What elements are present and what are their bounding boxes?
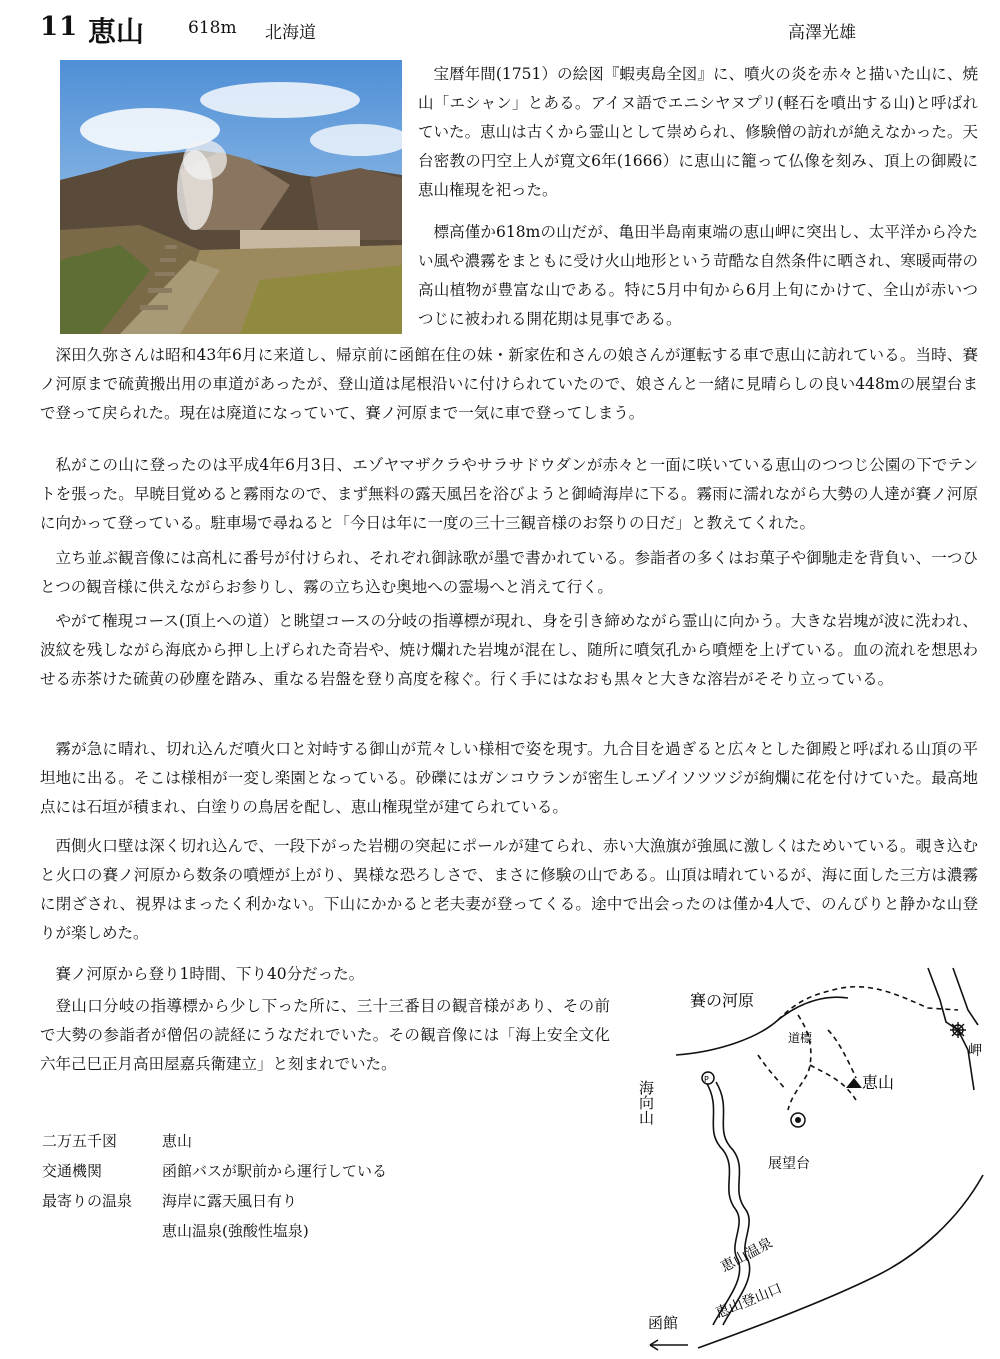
info-value: 函館バスが駅前から運行している xyxy=(162,1162,388,1180)
paragraph-route: やがて権現コース(頂上への道）と眺望コースの分岐の指導標が現れ、身を引き締めながら霊山に向かう。大きな岩塊が波に洗われ、波紋を残しながら海底から押し上げられた奇岩や、焼け爛れた岩塊が混在し、随所に噴気孔から噴煙を上げている。血の流れを想思わせる赤茶けた硫黄の砂塵を踏み、重なる岩盤を登り高度を稼ぐ。行く手にはなおも黒々と大きな溶岩がそそり立っている。 xyxy=(40,612,978,688)
elevation: 618m xyxy=(188,18,237,38)
info-value: 恵山 xyxy=(162,1132,193,1150)
paragraph-time: 賽ノ河原から登り1時間、下り40分だった。 xyxy=(55,965,365,983)
info-table xyxy=(42,1126,387,1246)
onsen-label: 恵山温泉 xyxy=(718,1235,776,1276)
paragraph-summit: 霧が急に晴れ、切れ込んだ噴火口と対峙する御山が荒々しい様相で姿を現す。九合目を過ぎると広々とした御殿と呼ばれる山頂の平坦地に出る。そこは様相が一変し楽園となっている。砂礫にはガンコウランが密生しエゾイソツツジが絢爛に花を付けていた。最高地点には石垣が積まれ、白塗りの鳥居を配し、恵山権現堂が建てられている。 xyxy=(40,740,978,816)
paragraph-33rd-kannon: 登山口分岐の指導標から少し下った所に、三十三番目の観音様があり、その前で大勢の参詣者が僧侶の読経にうなだれでいた。その観音像には「海上安全文化六年己巳正月高田屋嘉兵衛建立」と刻まれでいた。 xyxy=(40,997,610,1073)
region: 北海道 xyxy=(265,23,316,43)
paragraph-intro-1: 宝暦年間(1751）の絵図『蝦夷島全図』に、噴火の炎を赤々と描いた山に、焼山「エシャン」とある。アイヌ語でエニシヤヌプリ(軽石を噴出する山)と呼ばれていた。恵山は古くから霊山として崇められ、修験僧の訪れが絶えなかった。天台密教の円空上人が寛文6年(1666）に恵山に籠って仏像を刻み、頂上の御殿に恵山権現を祀った。 xyxy=(418,65,978,199)
parking-label: P xyxy=(704,1075,709,1084)
hakodate-label: 函館 xyxy=(648,1314,679,1332)
info-label: 交通機関 xyxy=(42,1162,103,1180)
observatory-label: 展望台 xyxy=(768,1156,810,1172)
info-row-transport xyxy=(42,1156,387,1186)
guidepost-label: 道標 xyxy=(788,1031,813,1045)
info-label: 最寄りの温泉 xyxy=(42,1192,133,1210)
info-value: 恵山温泉(強酸性塩泉) xyxy=(162,1222,309,1240)
info-row-map xyxy=(42,1126,387,1156)
info-row-onsen xyxy=(42,1186,387,1216)
author-name: 高澤光雄 xyxy=(788,23,856,43)
misaki-label: 岬 xyxy=(968,1043,982,1059)
page-header xyxy=(40,8,960,48)
mountain-photo xyxy=(60,60,402,334)
paragraph-fukada: 深田久弥さんは昭和43年6月に来道し、帰京前に函館在住の妹・新家佐和さんの娘さんが運転する車で恵山に訪れている。当時、賽ノ河原まで硫黄搬出用の車道があったが、登山道は尾根沿いに付けられていたので、娘さんと一緒に見晴らしの良い448mの展望台まで登って戻られた。現在は廃道になっていて、賽ノ河原まで一気に車で登ってしまう。 xyxy=(40,346,978,422)
chapter-number: 11 xyxy=(40,12,79,42)
peak-label: 恵山 xyxy=(862,1073,895,1092)
paragraph-intro-2: 標高僅か618mの山だが、亀田半島南東端の恵山岬に突出し、太平洋から冷たい風や濃霧をまともに受け火山地形という苛酷な自然条件に晒され、寒暖両帯の高山植物が豊富な山である。特に5月中旬から6月上旬にかけて、全山が赤いつつじに被われる開花期は見事である。 xyxy=(418,223,978,328)
paragraph-climb-date: 私がこの山に登ったのは平成4年6月3日、エゾヤマザクラやサラサドウダンが赤々と一面に咲いている恵山のつつじ公園の下でテントを張った。早暁目覚めると霧雨なので、まず無料の露天風呂を浴びようと御崎海岸に下る。霧雨に濡れながら大勢の人達が賽ノ河原に向かって登っている。駐車場で尋ねると「今日は年に一度の三十三観音様のお祭りの日だ」と教えてくれた。 xyxy=(40,456,978,532)
route-map xyxy=(628,960,990,1355)
sea-direction-label: 海向山 xyxy=(637,1080,655,1125)
info-label: 二万五千図 xyxy=(42,1132,118,1150)
lighthouse-icon xyxy=(950,1022,966,1038)
mountain-title: 恵山 xyxy=(88,15,145,48)
arrow-left-icon xyxy=(650,1340,688,1350)
paragraph-kannon: 立ち並ぶ観音像には高札に番号が付けられ、それぞれ御詠歌が墨で書かれている。参詣者の多くはお菓子や御馳走を背負い、一つひとつの観音様に供えながらお参りし、霧の立ち込む奥地への霊場へと消えて行く。 xyxy=(40,549,978,596)
sainokawara-label: 賽の河原 xyxy=(690,991,755,1010)
trailhead-label: 恵山登山口 xyxy=(713,1280,785,1322)
paragraph-crater: 西側火口壁は深く切れ込んで、一段下がった岩棚の突起にポールが建てられ、赤い大漁旗が強風に激しくはためいている。覗き込むと火口の賽ノ河原から数条の噴煙が上がり、異様な恐ろしさで、まさに修験の山である。山頂は晴れているが、海に面した三方は濃霧に閉ざされ、視界はまったく利かない。下山にかかると老夫妻が登ってくる。途中で出会ったのは僅か4人で、のんびりと静かな山登りが楽しめた。 xyxy=(40,837,978,942)
info-row-onsen-2 xyxy=(42,1216,387,1246)
info-value: 海岸に露天風日有り xyxy=(162,1192,298,1210)
